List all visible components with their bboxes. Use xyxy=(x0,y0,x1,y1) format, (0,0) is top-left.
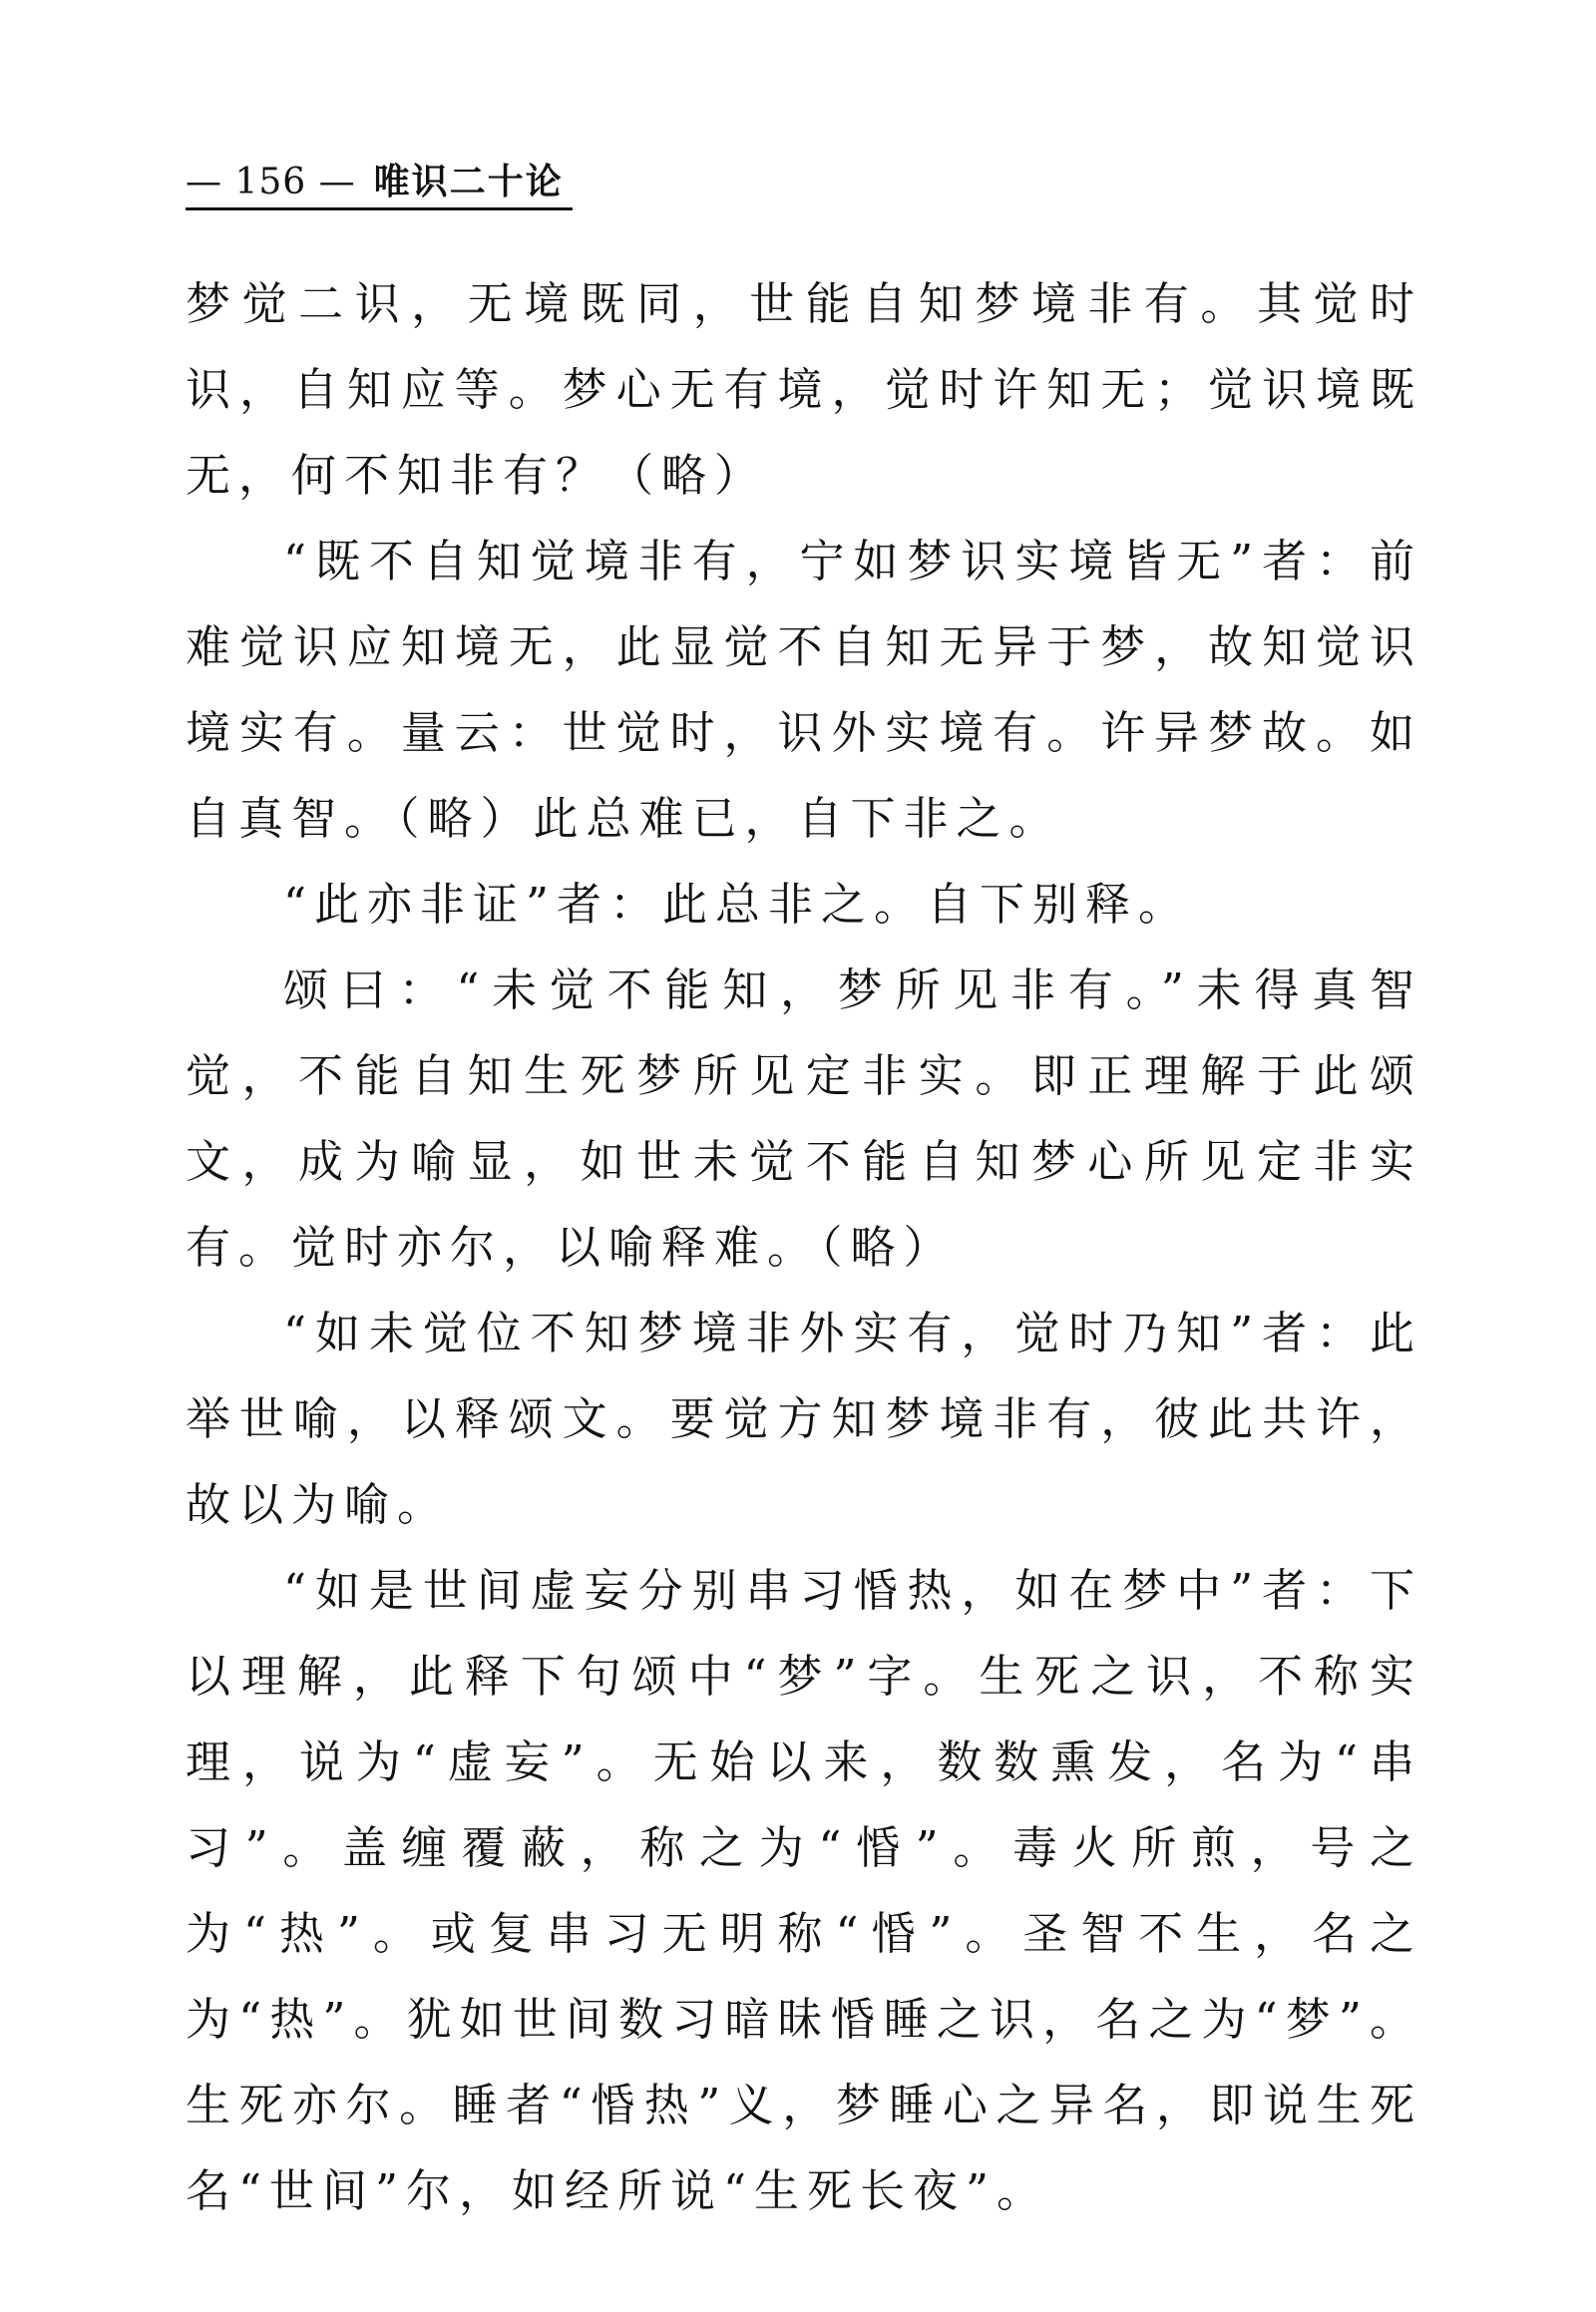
paragraph: “此亦非证”者：此总非之。自下别释。 xyxy=(283,878,1192,931)
running-head xyxy=(186,158,573,210)
paragraph: “既不自知觉境非有，宁如梦识实境皆无”者：前难觉识应知境无，此显觉不自知无异于梦，故知觉识境实有。量云：世觉时，识外实境有。许异梦故。如自真智。（略）此总难已，自下非之。 xyxy=(186,535,1422,845)
paragraph: 颂曰：“未觉不能知，梦所见非有。”未得真智觉，不能自知生死梦所见定非实。即正理解于此颂文，成为喻显，如世未觉不能自知梦心所见定非实有。觉时亦尔，以喻释难。（略） xyxy=(186,963,1422,1274)
paragraph: “如未觉位不知梦境非外实有，觉时乃知”者：此举世喻，以释颂文。要觉方知梦境非有，彼此共许，故以为喻。 xyxy=(186,1307,1422,1531)
body-text xyxy=(186,261,1422,2234)
paragraph: “如是世间虚妄分别串习惛热，如在梦中”者：下以理解，此释下句颂中“梦”字。生死之识，不称实理，说为“虚妄”。无始以来，数数熏发，名为“串习”。盖缠覆蔽，称之为“惛”。毒火所煎，号之为“热”。或复串习无明称“惛”。圣智不生，名之为“热”。犹如世间数习暗昧惛睡之识，名之为“梦”。生死亦尔。睡者“惛热”义，梦睡心之异名，即说生死名“世间”尔，如经所说“生死长夜”。 xyxy=(186,1564,1422,2217)
book-title: 唯识二十论 xyxy=(373,162,564,202)
page-number: — 156 — xyxy=(186,162,356,202)
paragraph: 梦觉二识，无境既同，世能自知梦境非有。其觉时识，自知应等。梦心无有境，觉时许知无；觉识境既无，何不知非有？（略） xyxy=(186,277,1422,502)
